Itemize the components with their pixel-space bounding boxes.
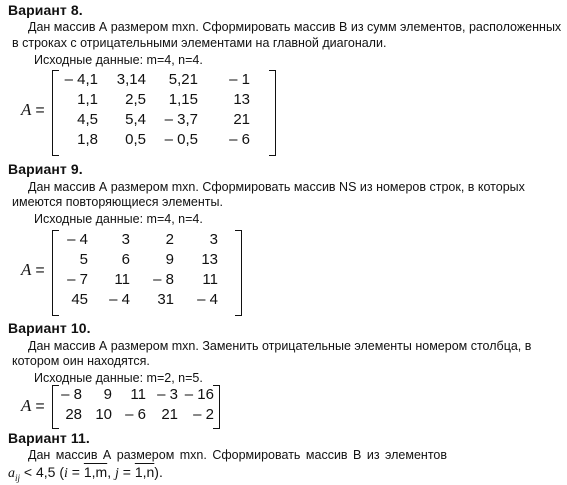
formula-separator: , (107, 464, 115, 480)
matrix-cell: – 0,5 (164, 131, 198, 148)
variant-9-source-data: Исходные данные: m=4, n=4. (34, 212, 203, 226)
variant-8-source-data: Исходные данные: m=4, n=4. (34, 53, 203, 67)
variant-9-task-line-2: имеются повторяющиеся элементы. (12, 195, 223, 209)
variant-8-heading: Вариант 8. (8, 2, 83, 18)
matrix-row (60, 90, 250, 110)
matrix-cell: 13 (201, 251, 218, 268)
matrix-cell: – 2 (193, 406, 214, 423)
matrix-cell: 1,8 (77, 131, 98, 148)
matrix-cell: 28 (65, 406, 82, 423)
matrix-cell: 5,21 (168, 71, 198, 88)
variant-8-matrix (52, 70, 276, 156)
formula-index-i: i (63, 466, 68, 481)
matrix-cell: 21 (161, 406, 178, 423)
matrix-cell: 21 (233, 111, 250, 128)
matrix-cell: 0,5 (125, 131, 146, 148)
right-bracket (213, 385, 220, 429)
matrix-cell: 3,14 (116, 71, 146, 88)
right-bracket (235, 230, 242, 316)
matrix-cell: 1,1 (77, 91, 98, 108)
matrix-cell: 2,5 (125, 91, 146, 108)
formula-range-m: 1,m (83, 464, 108, 480)
variant-11-heading: Вариант 11. (8, 430, 90, 446)
variant-8-matrix-table (60, 70, 250, 150)
matrix-row (60, 250, 218, 270)
matrix-cell: 3 (121, 231, 130, 248)
formula-equals-1: = (67, 464, 84, 480)
matrix-cell: 5 (79, 251, 88, 268)
matrix-row (60, 70, 250, 90)
left-bracket (52, 70, 59, 156)
variant-9-task-line-1: Дан массив А размером mxn. Сформировать массив NS из номеров строк, в которых (28, 180, 525, 194)
matrix-cell: 6 (121, 251, 130, 268)
variant-11-condition-formula (8, 464, 163, 483)
matrix-row (60, 230, 218, 250)
variant-8-task-line-1: Дан массив А размером mxn. Сформировать массив В из сумм элементов, расположенных (28, 20, 562, 34)
left-bracket (52, 230, 59, 316)
variant-10-matrix (52, 385, 220, 429)
formula-close: ). (154, 464, 163, 480)
variant-10-matrix-label: A = (21, 396, 45, 415)
formula-element-symbol: a (8, 466, 15, 481)
matrix-cell: – 1 (229, 71, 250, 88)
matrix-cell: – 4,1 (64, 71, 98, 88)
matrix-cell: – 4 (109, 291, 130, 308)
matrix-row (60, 110, 250, 130)
matrix-row (60, 405, 214, 425)
matrix-cell: – 8 (61, 386, 82, 403)
matrix-cell: 11 (202, 271, 218, 288)
right-bracket (269, 70, 276, 156)
matrix-cell: 9 (103, 386, 112, 403)
formula-element-index: ij (15, 472, 21, 483)
matrix-cell: 1,15 (168, 91, 198, 108)
variant-9-heading: Вариант 9. (8, 161, 83, 177)
matrix-cell: 45 (71, 291, 88, 308)
matrix-cell: 13 (233, 91, 250, 108)
matrix-cell: 11 (130, 386, 146, 403)
matrix-cell: 4,5 (77, 111, 98, 128)
matrix-row (60, 130, 250, 150)
matrix-cell: 10 (95, 406, 112, 423)
variant-9-matrix-table (60, 230, 218, 310)
matrix-cell: – 6 (125, 406, 146, 423)
variant-10-matrix-table (60, 385, 214, 425)
matrix-cell: – 6 (229, 131, 250, 148)
matrix-row (60, 290, 218, 310)
matrix-cell: – 7 (67, 271, 88, 288)
matrix-cell: – 4 (67, 231, 88, 248)
matrix-cell: – 3 (157, 386, 178, 403)
matrix-row (60, 385, 214, 405)
variant-8-matrix-label: A = (21, 100, 45, 119)
formula-condition: < 4,5 ( (20, 464, 64, 480)
variant-9-matrix (52, 230, 242, 316)
matrix-cell: – 4 (197, 291, 218, 308)
formula-range-n: 1,n (134, 464, 155, 480)
matrix-cell: – 3,7 (164, 111, 198, 128)
matrix-cell: – 8 (153, 271, 174, 288)
matrix-cell: – 16 (184, 386, 214, 403)
formula-equals-2: = (118, 464, 135, 480)
variant-8-task-line-2: в строках с отрицательными элементами на главной диагонали. (12, 36, 387, 50)
matrix-cell: 31 (157, 291, 174, 308)
variant-11-task-line-1: Дан массив А размером mxn. Сформировать массив В из элементов (28, 448, 448, 462)
left-bracket (52, 385, 59, 429)
matrix-cell: 11 (114, 271, 130, 288)
variant-10-heading: Вариант 10. (8, 320, 91, 336)
variant-10-task-line-1: Дан массив А размером mxn. Заменить отрицательные элементы номером столбца, в (28, 339, 532, 353)
matrix-row (60, 270, 218, 290)
matrix-cell: 2 (165, 231, 174, 248)
matrix-cell: 3 (209, 231, 218, 248)
formula-index-j: j (114, 466, 119, 481)
variant-9-matrix-label: A = (21, 260, 45, 279)
matrix-cell: 5,4 (125, 111, 146, 128)
matrix-cell: 9 (165, 251, 174, 268)
variant-10-task-line-2: котором оин находятся. (12, 354, 150, 368)
variant-10-source-data: Исходные данные: m=2, n=5. (34, 371, 203, 385)
